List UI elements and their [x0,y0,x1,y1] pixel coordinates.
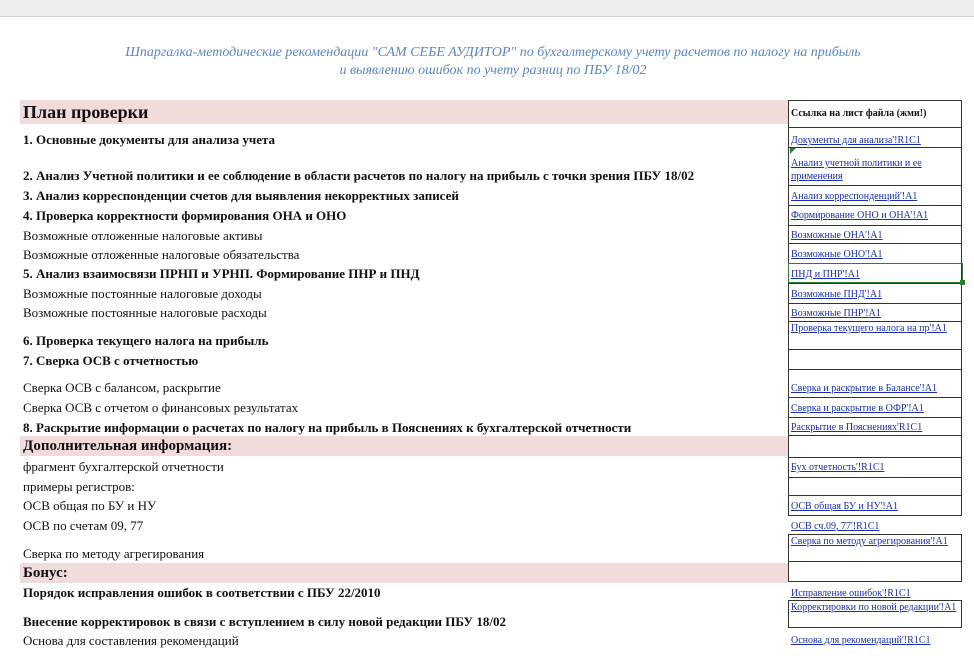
row-14-text: 8. Раскрытие информации о расчетах по налогу на прибыль в Пояснениях к бухгалтерской отчетности [23,420,632,435]
row-10-text: 6. Проверка текущего налога на прибыль [23,333,269,348]
sheet-title [0,44,974,80]
row-22-text: Порядок исправления ошибок в соответствии с ПБУ 22/2010 [23,585,381,600]
row-24-text: Основа для составления рекомендаций [23,633,239,648]
plan-header: План проверки [23,102,149,122]
link-recommendations-basis[interactable]: Основа для рекомендаций'!R1C1 [791,635,931,646]
link-column-header: Ссылка на лист файла (жми!) [791,108,927,119]
link-possible-ona[interactable]: Возможные ОНА'!A1 [791,230,883,241]
link-possible-pnr[interactable]: Возможные ПНР'!A1 [791,308,881,319]
row-4-text: 4. Проверка корректности формирования ОНА и ОНО [23,208,347,223]
link-documents[interactable]: Документы для анализа'!R1C1 [791,135,921,146]
row-18-text: ОСВ общая по БУ и НУ [23,498,157,513]
row-6-text: Возможные отложенные налоговые обязательства [23,247,300,262]
row-11-text: 7. Сверка ОСВ с отчетностью [23,353,199,368]
link-correspondence[interactable]: Анализ корреспонденций'!A1 [791,191,918,202]
link-pnd-pnr[interactable]: ПНД и ПНР'!A1 [791,269,860,280]
link-current-tax[interactable]: Проверка текущего налога на пр'!A1 [791,323,947,334]
comment-indicator [790,148,796,154]
row-13-text: Сверка ОСВ с отчетом о финансовых результатах [23,400,299,415]
link-financial-statements[interactable]: Бух отчетность'!R1C1 [791,462,885,473]
link-ofr-reconciliation[interactable]: Сверка и раскрытие в ОФР'!A1 [791,403,924,414]
link-error-correction[interactable]: Исправление ошибок'!R1C1 [791,588,911,599]
row-20-text: Сверка по методу агрегирования [23,546,205,561]
row-17-text: примеры регистров: [23,479,135,494]
row-3-text: 3. Анализ корреспонденции счетов для выявления некорректных записей [23,188,459,203]
link-aggregation-method[interactable]: Сверка по методу агрегирования'!A1 [791,536,948,547]
row-8-text: Возможные постоянные налоговые доходы [23,286,262,301]
link-cell [788,478,962,496]
bonus-header: Бонус: [23,565,68,581]
link-cell [788,562,962,582]
row-7-text: 5. Анализ взаимосвязи ПРНП и УРНП. Формирование ПНР и ПНД [23,266,420,281]
link-cell [788,350,962,370]
row-9-text: Возможные постоянные налоговые расходы [23,305,267,320]
link-osv-09-77[interactable]: ОСВ сч.09, 77'!R1C1 [791,521,880,532]
window-top-bar [0,0,974,17]
link-osv-general[interactable]: ОСВ общая БУ и НУ'!A1 [791,501,898,512]
row-5-text: Возможные отложенные налоговые активы [23,228,263,243]
link-cell [788,436,962,458]
row-16-text: фрагмент бухгалтерской отчетности [23,459,224,474]
additional-header: Дополнительная информация: [23,438,233,454]
link-balance-reconciliation[interactable]: Сверка и раскрытие в Балансе'!A1 [791,383,938,394]
link-possible-pnd[interactable]: Возможные ПНД'!A1 [791,289,883,300]
link-possible-ono[interactable]: Возможные ОНО'!A1 [791,249,883,260]
link-new-edition-adjustments[interactable]: Корректировки по новой редакции'!A1 [791,602,957,613]
row-23-text: Внесение корректировок в связи с вступлением в силу новой редакции ПБУ 18/02 [23,614,506,629]
row-19-text: ОСВ по счетам 09, 77 [23,518,144,533]
link-notes-disclosure[interactable]: Раскрытие в Пояснениях'R1C1 [791,422,923,433]
link-accounting-policy[interactable]: Анализ учетной политики и ее применения [791,158,922,182]
title-line-2: и выявлению ошибок по учету разниц по ПБУ 18/02 [339,63,647,78]
row-1-text: 1. Основные документы для анализа учета [23,132,276,147]
link-ono-ona[interactable]: Формирование ОНО и ОНА'!A1 [791,210,929,221]
row-12-text: Сверка ОСВ с балансом, раскрытие [23,380,221,395]
row-2-text: 2. Анализ Учетной политики и ее соблюдение в области расчетов по налогу на прибыль с точки зрения ПБУ 18/02 [23,168,695,183]
section-band-bonus [20,563,788,583]
title-line-1: Шпаргалка-методические рекомендации "САМ СЕБЕ АУДИТОР" по бухгалтерскому учету расчетов по налогу на прибыль [125,45,861,60]
